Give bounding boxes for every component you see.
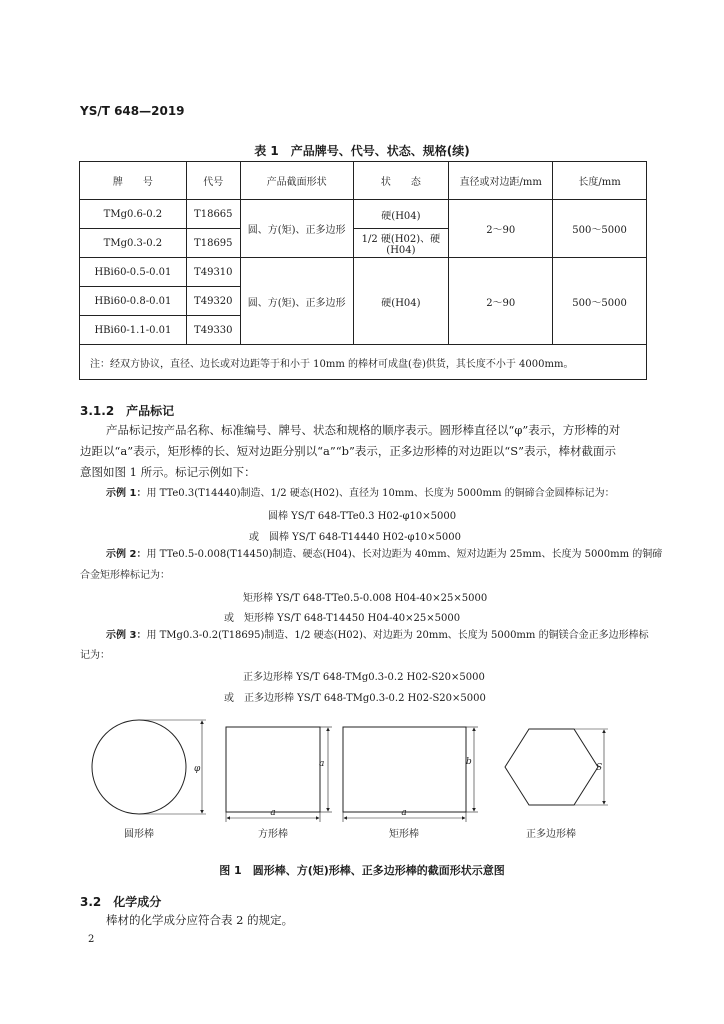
example-3 [106, 626, 649, 646]
example-text: 用 TMg0.3-0.2(T18695)制造、1/2 硬态(H02)、对边距为 20mm、长度为 5000mm 的铜镁合金正多边形棒标 [146, 630, 649, 641]
example-text-cont: 合金矩形棒标记为： [80, 570, 170, 581]
section-3-2-text: 棒材的化学成分应符合表 2 的规定。 [106, 913, 294, 927]
dim-label-b: b [466, 757, 472, 767]
rectangular-bar-diagram [343, 727, 478, 840]
figure-caption: 图 1 圆形棒、方(矩)形棒、正多边形棒的截面形状示意图 [219, 864, 505, 877]
cell-state: 硬(H04) [353, 200, 449, 229]
dim-label-a: a [270, 808, 276, 818]
paragraph-line: 产品标记按产品名称、标准编号、牌号、状态和规格的顺序表示。圆形棒直径以“φ”表示，方形棒的对 [106, 423, 621, 437]
col-header-grade: 牌 号 [80, 162, 187, 200]
marking-example: 矩形棒 YS/T 648-TTe0.5-0.008 H04-40×25×5000 [243, 593, 488, 604]
example-text-cont: 记为： [80, 650, 110, 661]
marking-example: 或 矩形棒 YS/T 648-T14450 H04-40×25×5000 [224, 613, 461, 624]
dim-label-a: a [319, 759, 325, 769]
example-label: 示例 1： [106, 488, 147, 499]
cell-code: T49320 [186, 287, 240, 316]
polygon-bar-diagram [505, 729, 608, 840]
cell-code: T18695 [186, 229, 240, 258]
cell-length: 500～5000 [553, 200, 647, 258]
section-heading-3-1-2: 3.1.2 产品标记 [80, 404, 175, 418]
spec-table [79, 161, 647, 380]
example-text: 用 TTe0.3(T14440)制造、1/2 硬态(H02)、直径为 10mm、长度为 5000mm 的铜碲合金圆棒标记为： [146, 488, 615, 499]
paragraph-line: 边距以“a”表示，矩形棒的长、短对边距分别以“a”“b”表示，正多边形棒的对边距以“S”表示，棒材截面示 [80, 444, 616, 458]
cell-grade: HBi60-0.5-0.01 [80, 258, 187, 287]
example-label: 示例 2： [106, 549, 147, 560]
marking-example: 或 正多边形棒 YS/T 648-TMg0.3-0.2 H02-S20×5000 [224, 693, 486, 704]
marking-example: 正多边形棒 YS/T 648-TMg0.3-0.2 H02-S20×5000 [243, 672, 485, 683]
col-header-length: 长度/mm [553, 162, 647, 200]
col-header-state: 状 态 [353, 162, 449, 200]
shape-label-square: 方形棒 [258, 829, 288, 840]
cell-length: 500～5000 [553, 258, 647, 345]
round-bar-diagram [92, 720, 206, 840]
marking-example: 或 圆棒 YS/T 648-T14440 H02-φ10×5000 [249, 532, 461, 543]
table-header-row [80, 162, 647, 200]
dim-label-a: a [401, 808, 407, 818]
col-header-code: 代号 [186, 162, 240, 200]
example-2 [106, 545, 662, 565]
cell-code: T49310 [186, 258, 240, 287]
cell-grade: HBi60-1.1-0.01 [80, 316, 187, 345]
cell-code: T49330 [186, 316, 240, 345]
table-note: 注：经双方协议，直径、边长或对边距等于和小于 10mm 的棒材可成盘(卷)供货，其长度不小于 4000mm。 [80, 345, 647, 380]
shape-label-round: 圆形棒 [124, 829, 154, 840]
standard-code: YS/T 648—2019 [80, 104, 185, 118]
dim-label-s: S [596, 763, 603, 773]
table-row [80, 258, 647, 287]
cell-state: 硬(H04) [353, 258, 449, 345]
col-header-diameter: 直径或对边距/mm [449, 162, 553, 200]
square-bar-diagram [226, 727, 332, 840]
table-note-row [80, 345, 647, 380]
cell-code: T18665 [186, 200, 240, 229]
cell-grade: TMg0.3-0.2 [80, 229, 187, 258]
cell-shape: 圆、方(矩)、正多边形 [240, 200, 353, 258]
example-1 [106, 484, 615, 504]
cell-grade: TMg0.6-0.2 [80, 200, 187, 229]
example-label: 示例 3： [106, 630, 147, 641]
page-number: 2 [88, 934, 95, 945]
table-row [80, 200, 647, 229]
cell-diameter: 2～90 [449, 200, 553, 258]
paragraph-line: 意图如图 1 所示。标记示例如下： [80, 465, 256, 479]
col-header-shape: 产品截面形状 [240, 162, 353, 200]
cross-section-figure [90, 716, 630, 856]
dim-label-phi: φ [194, 764, 201, 774]
cell-shape: 圆、方(矩)、正多边形 [240, 258, 353, 345]
section-heading-3-2: 3.2 化学成分 [80, 895, 162, 909]
cell-grade: HBi60-0.8-0.01 [80, 287, 187, 316]
table-title: 表 1 产品牌号、代号、状态、规格(续) [254, 144, 470, 158]
cell-state: 1/2 硬(H02)、硬(H04) [353, 229, 449, 258]
marking-example: 圆棒 YS/T 648-TTe0.3 H02-φ10×5000 [268, 511, 457, 522]
shape-label-polygon: 正多边形棒 [526, 829, 576, 840]
shape-label-rectangular: 矩形棒 [389, 829, 419, 840]
cell-diameter: 2～90 [449, 258, 553, 345]
example-text: 用 TTe0.5-0.008(T14450)制造、硬态(H04)、长对边距为 40mm、短对边距为 25mm、长度为 5000mm 的铜碲 [146, 549, 663, 560]
